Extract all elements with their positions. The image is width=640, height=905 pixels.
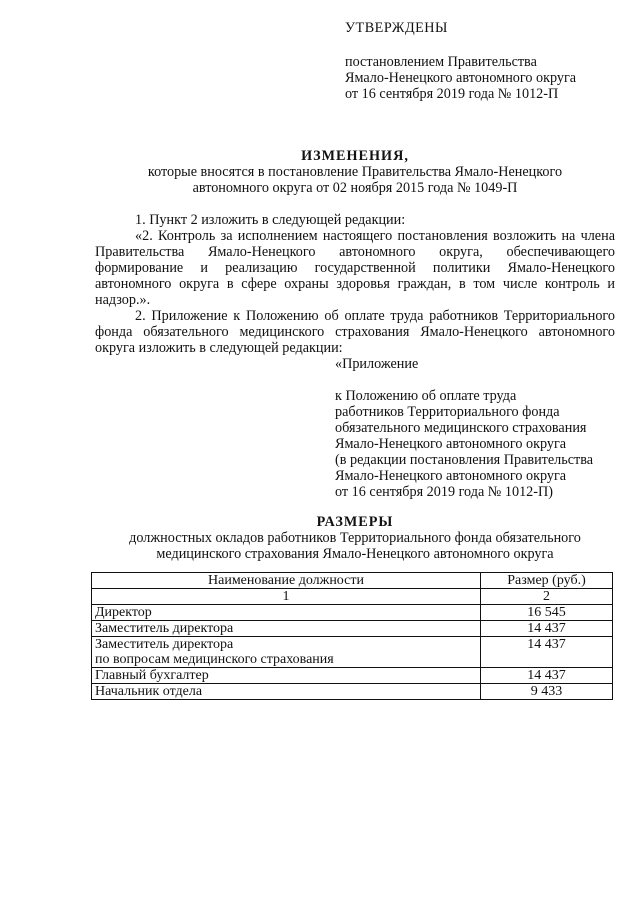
appendix-line: к Положению об оплате труда bbox=[335, 388, 517, 404]
approval-line: постановлением Правительства bbox=[345, 54, 537, 70]
salary-table bbox=[91, 572, 613, 700]
changes-title: ИЗМЕНЕНИЯ, bbox=[301, 148, 409, 164]
table-row bbox=[92, 668, 613, 684]
column-number: 1 bbox=[92, 589, 481, 605]
amount-cell: 16 545 bbox=[481, 605, 613, 621]
appendix-title: «Приложение bbox=[335, 356, 419, 372]
amount-cell: 14 437 bbox=[481, 637, 613, 668]
table-row bbox=[92, 637, 613, 668]
position-name: по вопросам медицинского страхования bbox=[95, 652, 334, 667]
appendix-line: Ямало-Ненецкого автономного округа bbox=[335, 436, 567, 452]
column-number: 2 bbox=[481, 589, 613, 605]
amount-cell: 14 437 bbox=[481, 621, 613, 637]
table-row bbox=[92, 605, 613, 621]
position-cell bbox=[92, 637, 481, 668]
paragraph-3: 2. Приложение к Положению об оплате труда работников Территориального фонда обязательного медицинского страхования Ямало-Ненецкого автономного округа изложить в следующей редакции: bbox=[95, 308, 615, 356]
approval-title: УТВЕРЖДЕНЫ bbox=[345, 20, 448, 36]
amount-cell: 14 437 bbox=[481, 668, 613, 684]
position-name: Заместитель директора bbox=[95, 637, 234, 652]
position-name: Начальник отдела bbox=[95, 684, 203, 699]
header-amount: Размер (руб.) bbox=[481, 573, 613, 589]
paragraph-2: «2. Контроль за исполнением настоящего постановления возложить на члена Правительства Ямало-Ненецкого автономного округа, обеспечивающего формирование и реализацию государственной политики Ямало-Ненецкого автономного округа в сфере охраны здоровья граждан, в том числе контроль и надзор.». bbox=[95, 228, 615, 308]
position-cell bbox=[92, 621, 481, 637]
position-cell bbox=[92, 684, 481, 700]
table-row bbox=[92, 621, 613, 637]
appendix-line: обязательного медицинского страхования bbox=[335, 420, 587, 436]
table-row bbox=[92, 684, 613, 700]
amount-cell: 9 433 bbox=[481, 684, 613, 700]
position-name: Заместитель директора bbox=[95, 621, 234, 636]
appendix-line: от 16 сентября 2019 года № 1012-П) bbox=[335, 484, 553, 500]
sizes-subtitle-line: должностных окладов работников Территориального фонда обязательного bbox=[129, 530, 581, 546]
header-position: Наименование должности bbox=[92, 573, 481, 589]
position-cell bbox=[92, 668, 481, 684]
appendix-block bbox=[335, 356, 620, 500]
table-number-row bbox=[92, 589, 613, 605]
sizes-heading bbox=[95, 514, 615, 562]
changes-subtitle-line: которые вносятся в постановление Правительства Ямало-Ненецкого bbox=[147, 164, 563, 180]
position-cell bbox=[92, 605, 481, 621]
body-text bbox=[95, 212, 615, 356]
sizes-title: РАЗМЕРЫ bbox=[316, 514, 394, 530]
appendix-line: Ямало-Ненецкого автономного округа bbox=[335, 468, 567, 484]
appendix-line: (в редакции постановления Правительства bbox=[335, 452, 594, 468]
table-header-row bbox=[92, 573, 613, 589]
paragraph-1: 1. Пункт 2 изложить в следующей редакции: bbox=[135, 212, 406, 228]
changes-heading bbox=[95, 148, 615, 196]
spacer bbox=[335, 372, 620, 388]
changes-subtitle-line: автономного округа от 02 ноября 2015 года № 1049-П bbox=[192, 180, 518, 196]
approval-block bbox=[345, 20, 615, 102]
approval-line: Ямало-Ненецкого автономного округа bbox=[345, 70, 577, 86]
appendix-line: работников Территориального фонда bbox=[335, 404, 560, 420]
position-name: Главный бухгалтер bbox=[95, 668, 209, 683]
position-name: Директор bbox=[95, 605, 152, 620]
sizes-subtitle-line: медицинского страхования Ямало-Ненецкого автономного округа bbox=[156, 546, 554, 562]
approval-line: от 16 сентября 2019 года № 1012-П bbox=[345, 86, 559, 102]
